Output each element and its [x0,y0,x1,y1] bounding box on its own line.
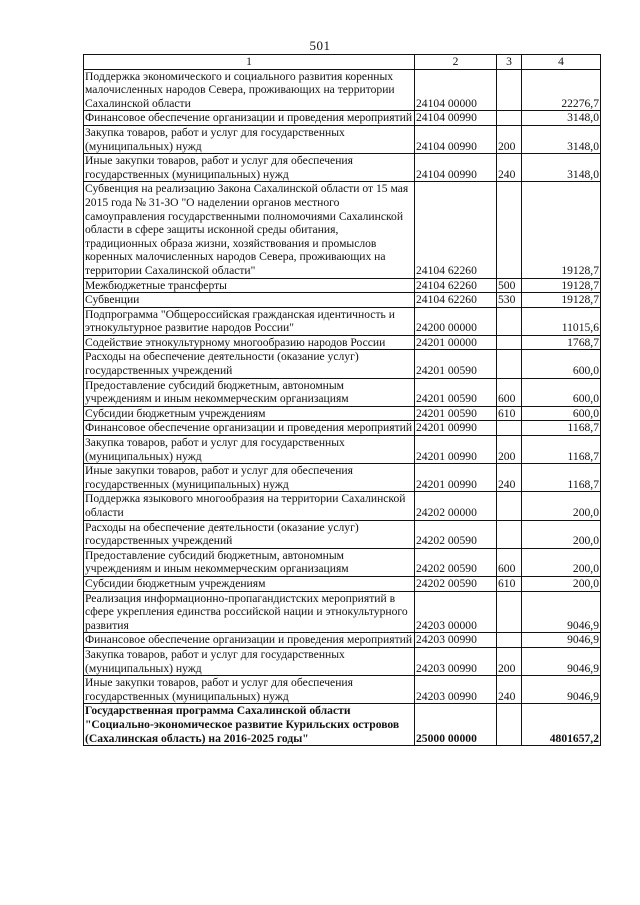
row-kind-cell [497,591,522,633]
row-amount-cell: 9046,9 [522,676,601,704]
row-code-cell: 24202 00590 [415,520,497,548]
row-amount-cell: 1168,7 [522,436,601,464]
row-code-cell: 24202 00590 [415,576,497,591]
row-name-cell: Закупка товаров, работ и услуг для государственных (муниципальных) нужд [84,436,415,464]
row-name-cell: Иные закупки товаров, работ и услуг для обеспечения государственных (муниципальных) нужд [84,464,415,492]
row-name-cell: Предоставление субсидий бюджетным, автономным учреждениям и иным некоммерческим организациям [84,548,415,576]
row-kind-cell [497,182,522,278]
row-amount-cell: 3148,0 [522,111,601,126]
table-row [84,307,601,335]
row-amount-cell: 600,0 [522,406,601,421]
row-kind-cell: 200 [497,436,522,464]
table-row [84,676,601,704]
row-kind-cell [497,520,522,548]
row-amount-cell: 22276,7 [522,69,601,111]
table-row [84,464,601,492]
row-code-cell: 24104 00990 [415,125,497,153]
header-cell-kind: 3 [497,55,522,70]
row-amount-cell: 4801657,2 [522,704,601,746]
row-name-cell: Закупка товаров, работ и услуг для государственных (муниципальных) нужд [84,647,415,675]
row-name-cell: Субсидии бюджетным учреждениям [84,576,415,591]
table-row [84,647,601,675]
table-row [84,406,601,421]
table-row [84,421,601,436]
table-row [84,125,601,153]
row-code-cell: 24201 00000 [415,335,497,350]
table-row [84,633,601,648]
table-row [84,436,601,464]
table-row [84,591,601,633]
table-row [84,492,601,520]
row-code-cell: 24104 00990 [415,111,497,126]
row-kind-cell: 200 [497,125,522,153]
table-row [84,378,601,406]
table-row [84,182,601,278]
row-code-cell: 24104 62260 [415,293,497,308]
header-cell-amount: 4 [522,55,601,70]
row-amount-cell: 3148,0 [522,154,601,182]
row-amount-cell: 200,0 [522,548,601,576]
table-row [84,278,601,293]
row-kind-cell [497,335,522,350]
row-amount-cell: 1768,7 [522,335,601,350]
table-row [84,576,601,591]
row-name-cell: Подпрограмма "Общероссийская гражданская идентичность и этнокультурное развитие народов России" [84,307,415,335]
row-amount-cell: 19128,7 [522,293,601,308]
row-amount-cell: 200,0 [522,576,601,591]
row-name-cell: Финансовое обеспечение организации и проведения мероприятий [84,633,415,648]
page-number: 501 [309,38,331,53]
row-amount-cell: 3148,0 [522,125,601,153]
row-kind-cell: 600 [497,548,522,576]
row-kind-cell [497,421,522,436]
row-code-cell: 24201 00990 [415,421,497,436]
row-amount-cell: 600,0 [522,350,601,378]
row-kind-cell [497,633,522,648]
row-kind-cell: 530 [497,293,522,308]
row-kind-cell: 240 [497,464,522,492]
row-code-cell: 24201 00590 [415,378,497,406]
table-row [84,520,601,548]
table-row [84,704,601,746]
row-name-cell: Расходы на обеспечение деятельности (оказание услуг) государственных учреждений [84,520,415,548]
row-code-cell: 24201 00990 [415,464,497,492]
row-name-cell: Субсидии бюджетным учреждениям [84,406,415,421]
row-kind-cell [497,111,522,126]
row-code-cell: 25000 00000 [415,704,497,746]
row-amount-cell: 9046,9 [522,633,601,648]
row-name-cell: Субвенции [84,293,415,308]
row-kind-cell [497,69,522,111]
row-amount-cell: 1168,7 [522,464,601,492]
row-amount-cell: 19128,7 [522,182,601,278]
row-code-cell: 24203 00990 [415,676,497,704]
table-row [84,111,601,126]
row-name-cell: Межбюджетные трансферты [84,278,415,293]
row-code-cell: 24104 00000 [415,69,497,111]
table-row [84,154,601,182]
row-name-cell: Финансовое обеспечение организации и проведения мероприятий [84,421,415,436]
row-amount-cell: 200,0 [522,520,601,548]
row-code-cell: 24104 62260 [415,278,497,293]
row-code-cell: 24203 00990 [415,633,497,648]
table-row [84,350,601,378]
row-kind-cell: 200 [497,647,522,675]
row-name-cell: Иные закупки товаров, работ и услуг для обеспечения государственных (муниципальных) нужд [84,154,415,182]
row-name-cell: Государственная программа Сахалинской области "Социально-экономическое развитие Курильских островов (Сахалинская область) на 2016-2025 годы" [84,704,415,746]
row-amount-cell: 600,0 [522,378,601,406]
row-kind-cell [497,492,522,520]
row-code-cell: 24202 00000 [415,492,497,520]
row-kind-cell: 500 [497,278,522,293]
row-code-cell: 24104 62260 [415,182,497,278]
header-cell-name: 1 [84,55,415,70]
row-name-cell: Предоставление субсидий бюджетным, автономным учреждениям и иным некоммерческим организациям [84,378,415,406]
table-row [84,293,601,308]
row-name-cell: Содействие этнокультурному многообразию народов России [84,335,415,350]
row-amount-cell: 9046,9 [522,591,601,633]
table-row [84,69,601,111]
row-code-cell: 24201 00990 [415,436,497,464]
row-code-cell: 24200 00000 [415,307,497,335]
row-kind-cell [497,704,522,746]
row-amount-cell: 200,0 [522,492,601,520]
row-kind-cell: 610 [497,406,522,421]
row-amount-cell: 19128,7 [522,278,601,293]
row-kind-cell [497,307,522,335]
table-header-row [84,55,601,70]
row-code-cell: 24203 00000 [415,591,497,633]
row-kind-cell: 240 [497,154,522,182]
row-amount-cell: 9046,9 [522,647,601,675]
row-amount-cell: 11015,6 [522,307,601,335]
row-code-cell: 24203 00990 [415,647,497,675]
row-name-cell: Финансовое обеспечение организации и проведения мероприятий [84,111,415,126]
row-kind-cell [497,350,522,378]
row-code-cell: 24202 00590 [415,548,497,576]
row-kind-cell: 600 [497,378,522,406]
budget-table [83,54,601,746]
row-name-cell: Реализация информационно-пропагандистских мероприятий в сфере укрепления единства российской нации и этнокультурного развития [84,591,415,633]
row-code-cell: 24104 00990 [415,154,497,182]
row-kind-cell: 610 [497,576,522,591]
row-name-cell: Поддержка языкового многообразия на территории Сахалинской области [84,492,415,520]
table-row [84,335,601,350]
row-name-cell: Иные закупки товаров, работ и услуг для обеспечения государственных (муниципальных) нужд [84,676,415,704]
row-code-cell: 24201 00590 [415,350,497,378]
row-kind-cell: 240 [497,676,522,704]
table-row [84,548,601,576]
row-name-cell: Расходы на обеспечение деятельности (оказание услуг) государственных учреждений [84,350,415,378]
header-cell-code: 2 [415,55,497,70]
row-name-cell: Субвенция на реализацию Закона Сахалинской области от 15 мая 2015 года № 31-ЗО "О наделении органов местного самоуправления государственными полномочиями Сахалинской области в сфере защиты исконной среды обитания, традиционных образа жизни, хозяйствования и промыслов коренных малочисленных народов Севера, проживающих на территории Сахалинской области" [84,182,415,278]
row-name-cell: Закупка товаров, работ и услуг для государственных (муниципальных) нужд [84,125,415,153]
row-name-cell: Поддержка экономического и социального развития коренных малочисленных народов Севера, проживающих на территории Сахалинской области [84,69,415,111]
row-amount-cell: 1168,7 [522,421,601,436]
row-code-cell: 24201 00590 [415,406,497,421]
